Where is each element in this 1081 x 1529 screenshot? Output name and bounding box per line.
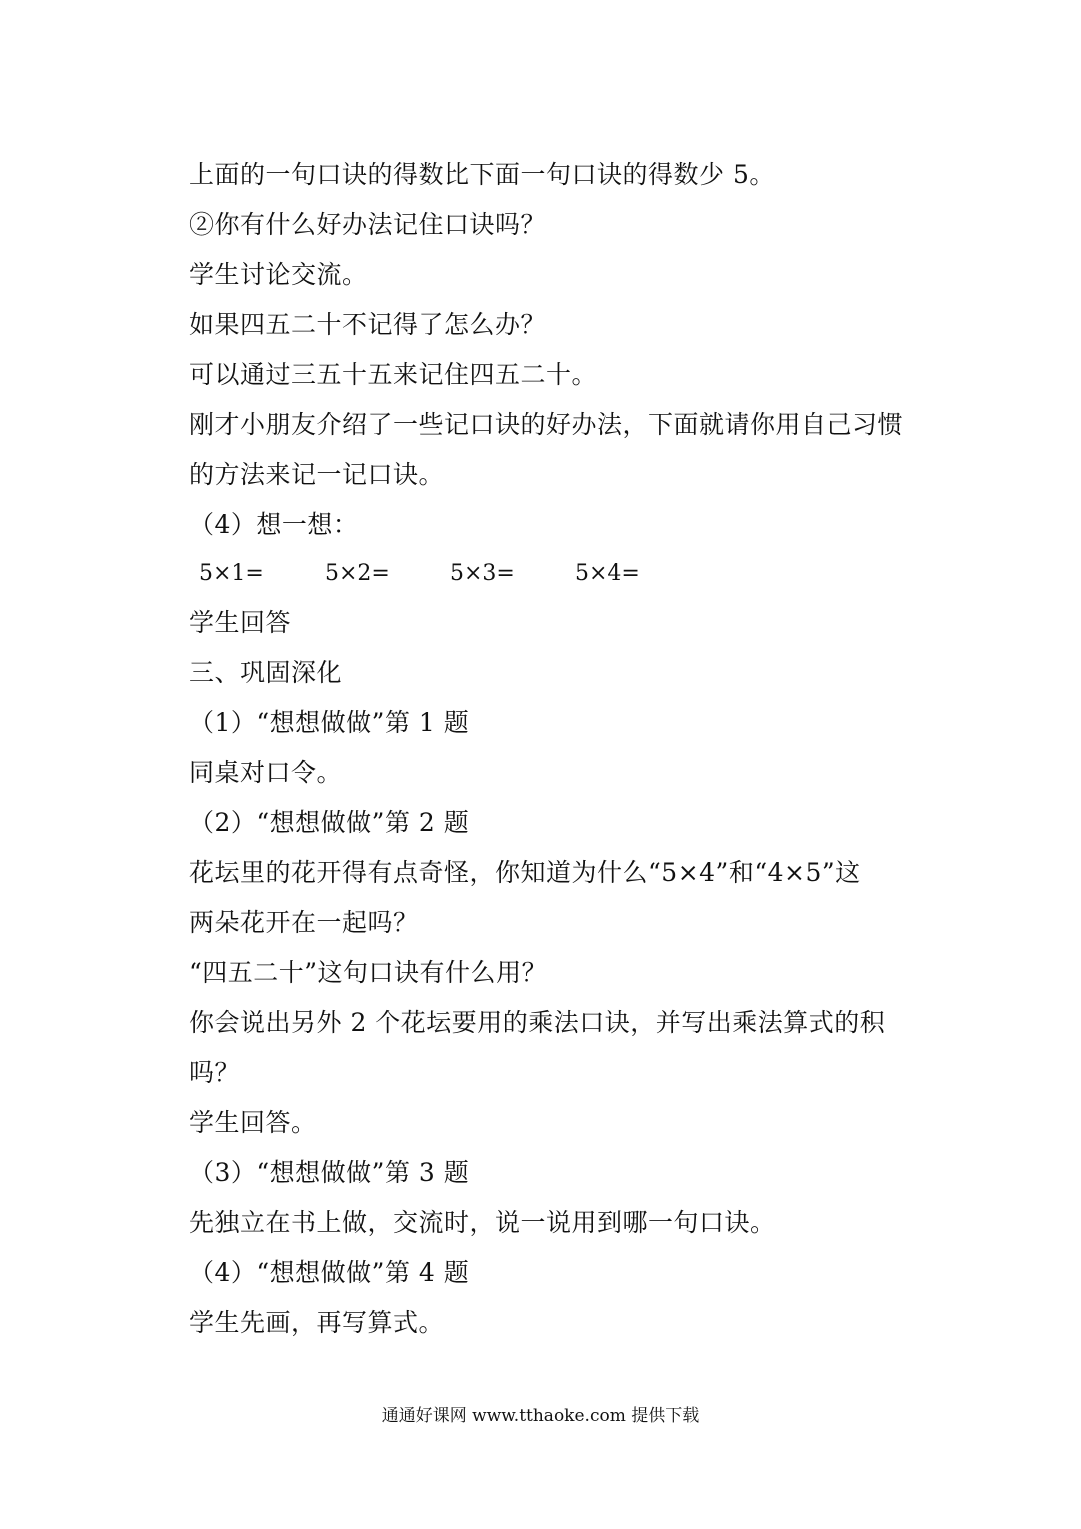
equation: 5×4= [575,561,640,586]
text-line: “四五二十”这句口诀有什么用？ [189,958,548,987]
text-line: 同桌对口令。 [189,758,343,787]
text-line: 学生回答。 [189,1108,317,1137]
text-line: 两朵花开在一起吗？ [189,908,419,937]
text-line: 上面的一句口诀的得数比下面一句口诀的得数少 5。 [189,160,775,189]
text-line: 学生讨论交流。 [189,260,368,289]
text-line: 可以通过三五十五来记住四五二十。 [189,360,598,389]
text-line: 刚才小朋友介绍了一些记口诀的好办法，下面就请你用自己习惯 [189,410,904,439]
equation: 5×1= [199,561,264,586]
text-line: （4）想一想： [189,510,359,539]
text-line: （3）“想想做做”第 3 题 [189,1158,470,1187]
text-line: 你会说出另外 2 个花坛要用的乘法口诀，并写出乘法算式的积 [189,1008,886,1037]
text-line: 先独立在书上做，交流时，说一说用到哪一句口诀。 [189,1208,776,1237]
text-line: 吗？ [189,1058,241,1087]
text-line: （4）“想想做做”第 4 题 [189,1258,470,1287]
text-line: （2）“想想做做”第 2 题 [189,808,470,837]
section-heading: 三、巩固深化 [189,658,343,687]
equation: 5×2= [325,561,390,586]
text-line: 花坛里的花开得有点奇怪，你知道为什么“5×4”和“4×5”这 [189,858,861,887]
equation: 5×3= [450,561,515,586]
text-line: 如果四五二十不记得了怎么办？ [189,310,547,339]
text-line: 学生先画，再写算式。 [189,1308,445,1337]
text-line: （1）“想想做做”第 1 题 [189,708,470,737]
page-footer: 通通好课网 www.tthaoke.com 提供下载 [381,1406,700,1426]
text-line: 的方法来记一记口诀。 [189,460,445,489]
text-line: 学生回答 [189,608,292,637]
text-line: ②你有什么好办法记住口诀吗？ [189,210,547,239]
